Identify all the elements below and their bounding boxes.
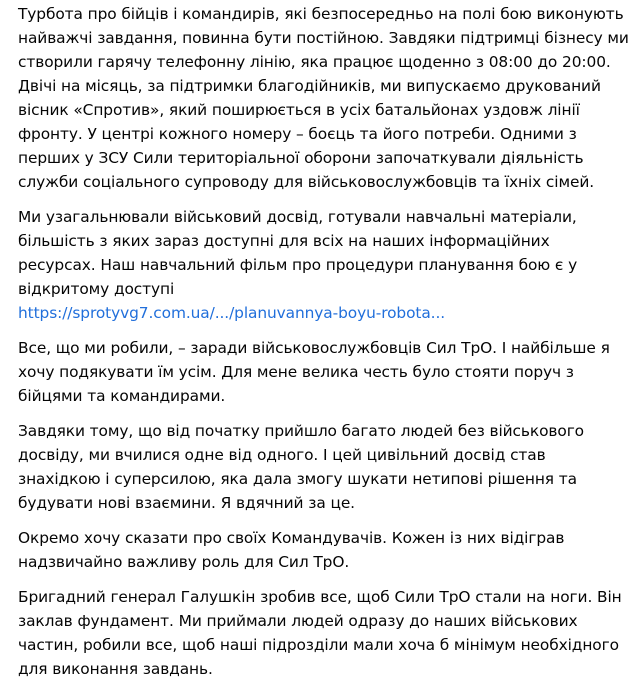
paragraph-civil-experience: Завдяки тому, що від початку прийшло багато людей без військового досвіду, ми вчилися одне від одного. І цей цивільний досвід став знахідкою і суперсилою, яка дала змогу шукати нетипові рішення та будувати нові взаємини. Я вдячний за це. bbox=[18, 422, 584, 512]
paragraph-support: Турбота про бійців і командирів, які безпосередньо на полі бою виконують найважчі завдання, повинна бути постійною. Завдяки підтримці бізнесу ми створили гарячу телефонну лінію, яка працює щоденно з 08:00 до 20:00. Двічі на місяць, за підтримки благодійників, ми випускаємо друкований вісник «Спротив», який поширюється в усіх батальйонах уздовж лінії фронту. У центрі кожного номеру – боєць та його потреби. Одними з перших у ЗСУ Сили територіальної оборони започаткували діяльність служби соціального супроводу для військовослужбовців та їхніх сімей. bbox=[18, 5, 629, 191]
paragraph-commanders: Окремо хочу сказати про своїх Командувачів. Кожен із них відіграв надзвичайно важливу роль для Сил ТрО. bbox=[18, 529, 565, 571]
paragraph-experience-text: Ми узагальнювали військовий досвід, готували навчальні матеріали, більшість з яких зараз доступні для всіх на наших інформаційних ресурсах. Наш навчальний фільм про процедури планування бою є у відкритому доступі bbox=[18, 208, 578, 298]
training-film-link[interactable]: https://sprotyvg7.com.ua/.../planuvannya-boyu-robota... bbox=[18, 304, 446, 322]
paragraph-experience bbox=[18, 205, 631, 325]
paragraph-galushkin: Бригадний генерал Галушкін зробив все, щоб Сили ТрО стали на ноги. Він заклав фундамент. Ми приймали людей одразу до наших військових частин, робили все, щоб наші підрозділи мали хоча б мінімум необхідного для виконання завдань. bbox=[18, 588, 622, 678]
paragraph-gratitude: Все, що ми робили, – заради військовослужбовців Сил ТрО. І найбільше я хочу подякувати їм усім. Для мене велика честь було стояти поруч з бійцями та командирами. bbox=[18, 339, 610, 405]
